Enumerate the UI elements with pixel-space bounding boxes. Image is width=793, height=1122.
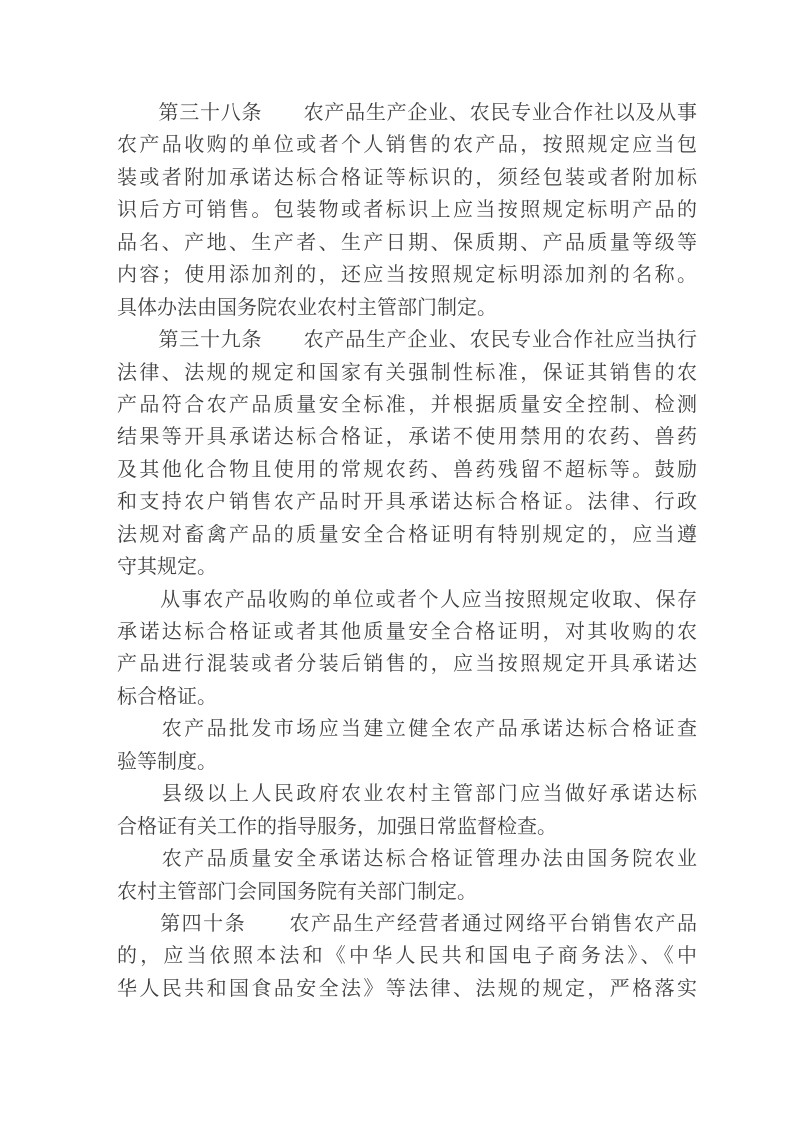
text-line: 农产品批发市场应当建立健全农产品承诺达标合格证查 [117, 718, 697, 741]
text-line: 合格证有关工作的指导服务，加强日常监督检查。 [117, 815, 557, 838]
text-line: 验等制度。 [117, 750, 217, 773]
text-line: 第四十条 农产品生产经营者通过网络平台销售农产品 [117, 912, 697, 935]
text-line: 农村主管部门会同国务院有关部门制定。 [117, 880, 477, 903]
text-line: 产品符合农产品质量安全标准，并根据质量安全控制、检测 [117, 393, 697, 416]
text-line: 标合格证。 [117, 685, 217, 708]
text-line: 装或者附加承诺达标合格证等标识的，须经包装或者附加标 [117, 166, 697, 189]
text-line: 内容；使用添加剂的，还应当按照规定标明添加剂的名称。 [117, 264, 697, 287]
text-line: 第三十九条 农产品生产企业、农民专业合作社应当执行 [117, 329, 697, 352]
text-line: 第三十八条 农产品生产企业、农民专业合作社以及从事 [117, 102, 697, 124]
text-line: 结果等开具承诺达标合格证，承诺不使用禁用的农药、兽药 [117, 426, 697, 449]
text-line: 农产品收购的单位或者个人销售的农产品，按照规定应当包 [117, 134, 697, 157]
text-line: 识后方可销售。包装物或者标识上应当按照规定标明产品的 [117, 199, 697, 222]
text-line: 农产品质量安全承诺达标合格证管理办法由国务院农业 [117, 848, 697, 871]
text-line: 的，应当依照本法和《中华人民共和国电子商务法》、《中 [117, 945, 697, 968]
text-line: 华人民共和国食品安全法》等法律、法规的规定，严格落实 [117, 977, 697, 1000]
text-line: 具体办法由国务院农业农村主管部门制定。 [117, 296, 497, 319]
text-line: 县级以上人民政府农业农村主管部门应当做好承诺达标 [117, 783, 697, 806]
text-line: 从事农产品收购的单位或者个人应当按照规定收取、保存 [117, 588, 697, 611]
text-line: 及其他化合物且使用的常规农药、兽药残留不超标等。鼓励 [117, 458, 697, 481]
text-line: 法规对畜禽产品的质量安全合格证明有特别规定的，应当遵 [117, 523, 697, 546]
text-line: 法律、法规的规定和国家有关强制性标准，保证其销售的农 [117, 361, 697, 384]
text-line: 守其规定。 [117, 556, 217, 579]
text-line: 和支持农户销售农产品时开具承诺达标合格证。法律、行政 [117, 491, 697, 514]
text-line: 承诺达标合格证或者其他质量安全合格证明，对其收购的农 [117, 621, 697, 643]
document-text-block [117, 97, 697, 1005]
text-line: 品名、产地、生产者、生产日期、保质期、产品质量等级等 [117, 231, 697, 254]
text-line: 产品进行混装或者分装后销售的，应当按照规定开具承诺达 [117, 653, 697, 676]
